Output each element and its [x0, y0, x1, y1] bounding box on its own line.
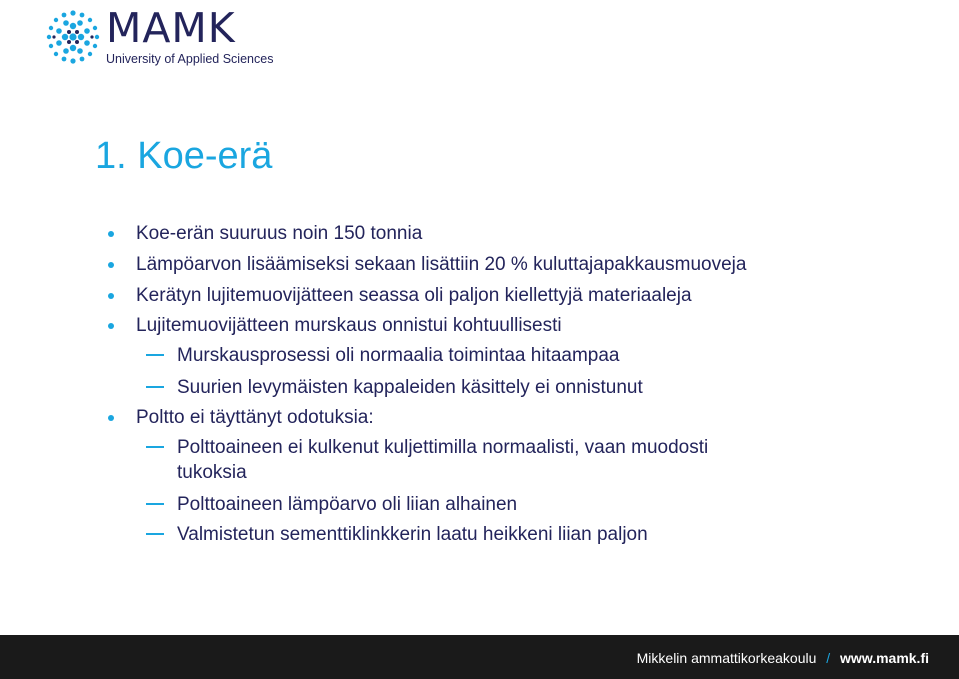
footer-url-link[interactable]: www.mamk.fi — [840, 650, 929, 666]
dash-marker — [146, 503, 164, 505]
bullet-marker — [108, 415, 114, 421]
list-item: Valmistetun sementtiklinkkerin laatu heikkeni liian paljon — [177, 524, 648, 545]
dash-marker — [146, 446, 164, 448]
list-item: Murskausprosessi oli normaalia toimintaa hitaampaa — [177, 345, 620, 366]
list-item: Lämpöarvon lisäämiseksi sekaan lisättiin 20 % kuluttajapakkausmuoveja — [136, 254, 747, 275]
footer-school: Mikkelin ammattikorkeakoulu — [636, 650, 817, 666]
list-item-continuation: tukoksia — [177, 462, 247, 483]
footer-text — [637, 650, 929, 666]
list-item: Polttoaineen lämpöarvo oli liian alhainen — [177, 494, 518, 515]
list-item: Polttoaineen ei kulkenut kuljettimilla normaalisti, vaan muodosti — [177, 437, 709, 458]
dash-marker — [146, 386, 164, 388]
slide-title: 1. Koe-erä — [95, 135, 273, 177]
list-item: Lujitemuovijätteen murskaus onnistui kohtuullisesti — [136, 315, 562, 336]
logo-subtitle: University of Applied Sciences — [106, 52, 274, 66]
footer-separator: / — [826, 650, 831, 666]
bullet-marker — [108, 293, 114, 299]
list-item: Kerätyn lujitemuovijätteen seassa oli paljon kiellettyjä materiaaleja — [136, 285, 692, 306]
dash-marker — [146, 354, 164, 356]
bullet-marker — [108, 323, 114, 329]
logo-wordmark: MAMK — [106, 4, 236, 52]
list-item: Koe-erän suuruus noin 150 tonnia — [136, 223, 423, 244]
list-item: Poltto ei täyttänyt odotuksia: — [136, 407, 374, 428]
bullet-marker — [108, 231, 114, 237]
footer-bar — [0, 635, 959, 679]
mamk-logo — [40, 4, 300, 70]
dash-marker — [146, 533, 164, 535]
dot-sphere-icon — [40, 4, 106, 70]
list-item: Suurien levymäisten kappaleiden käsittely ei onnistunut — [177, 377, 643, 398]
bullet-marker — [108, 262, 114, 268]
